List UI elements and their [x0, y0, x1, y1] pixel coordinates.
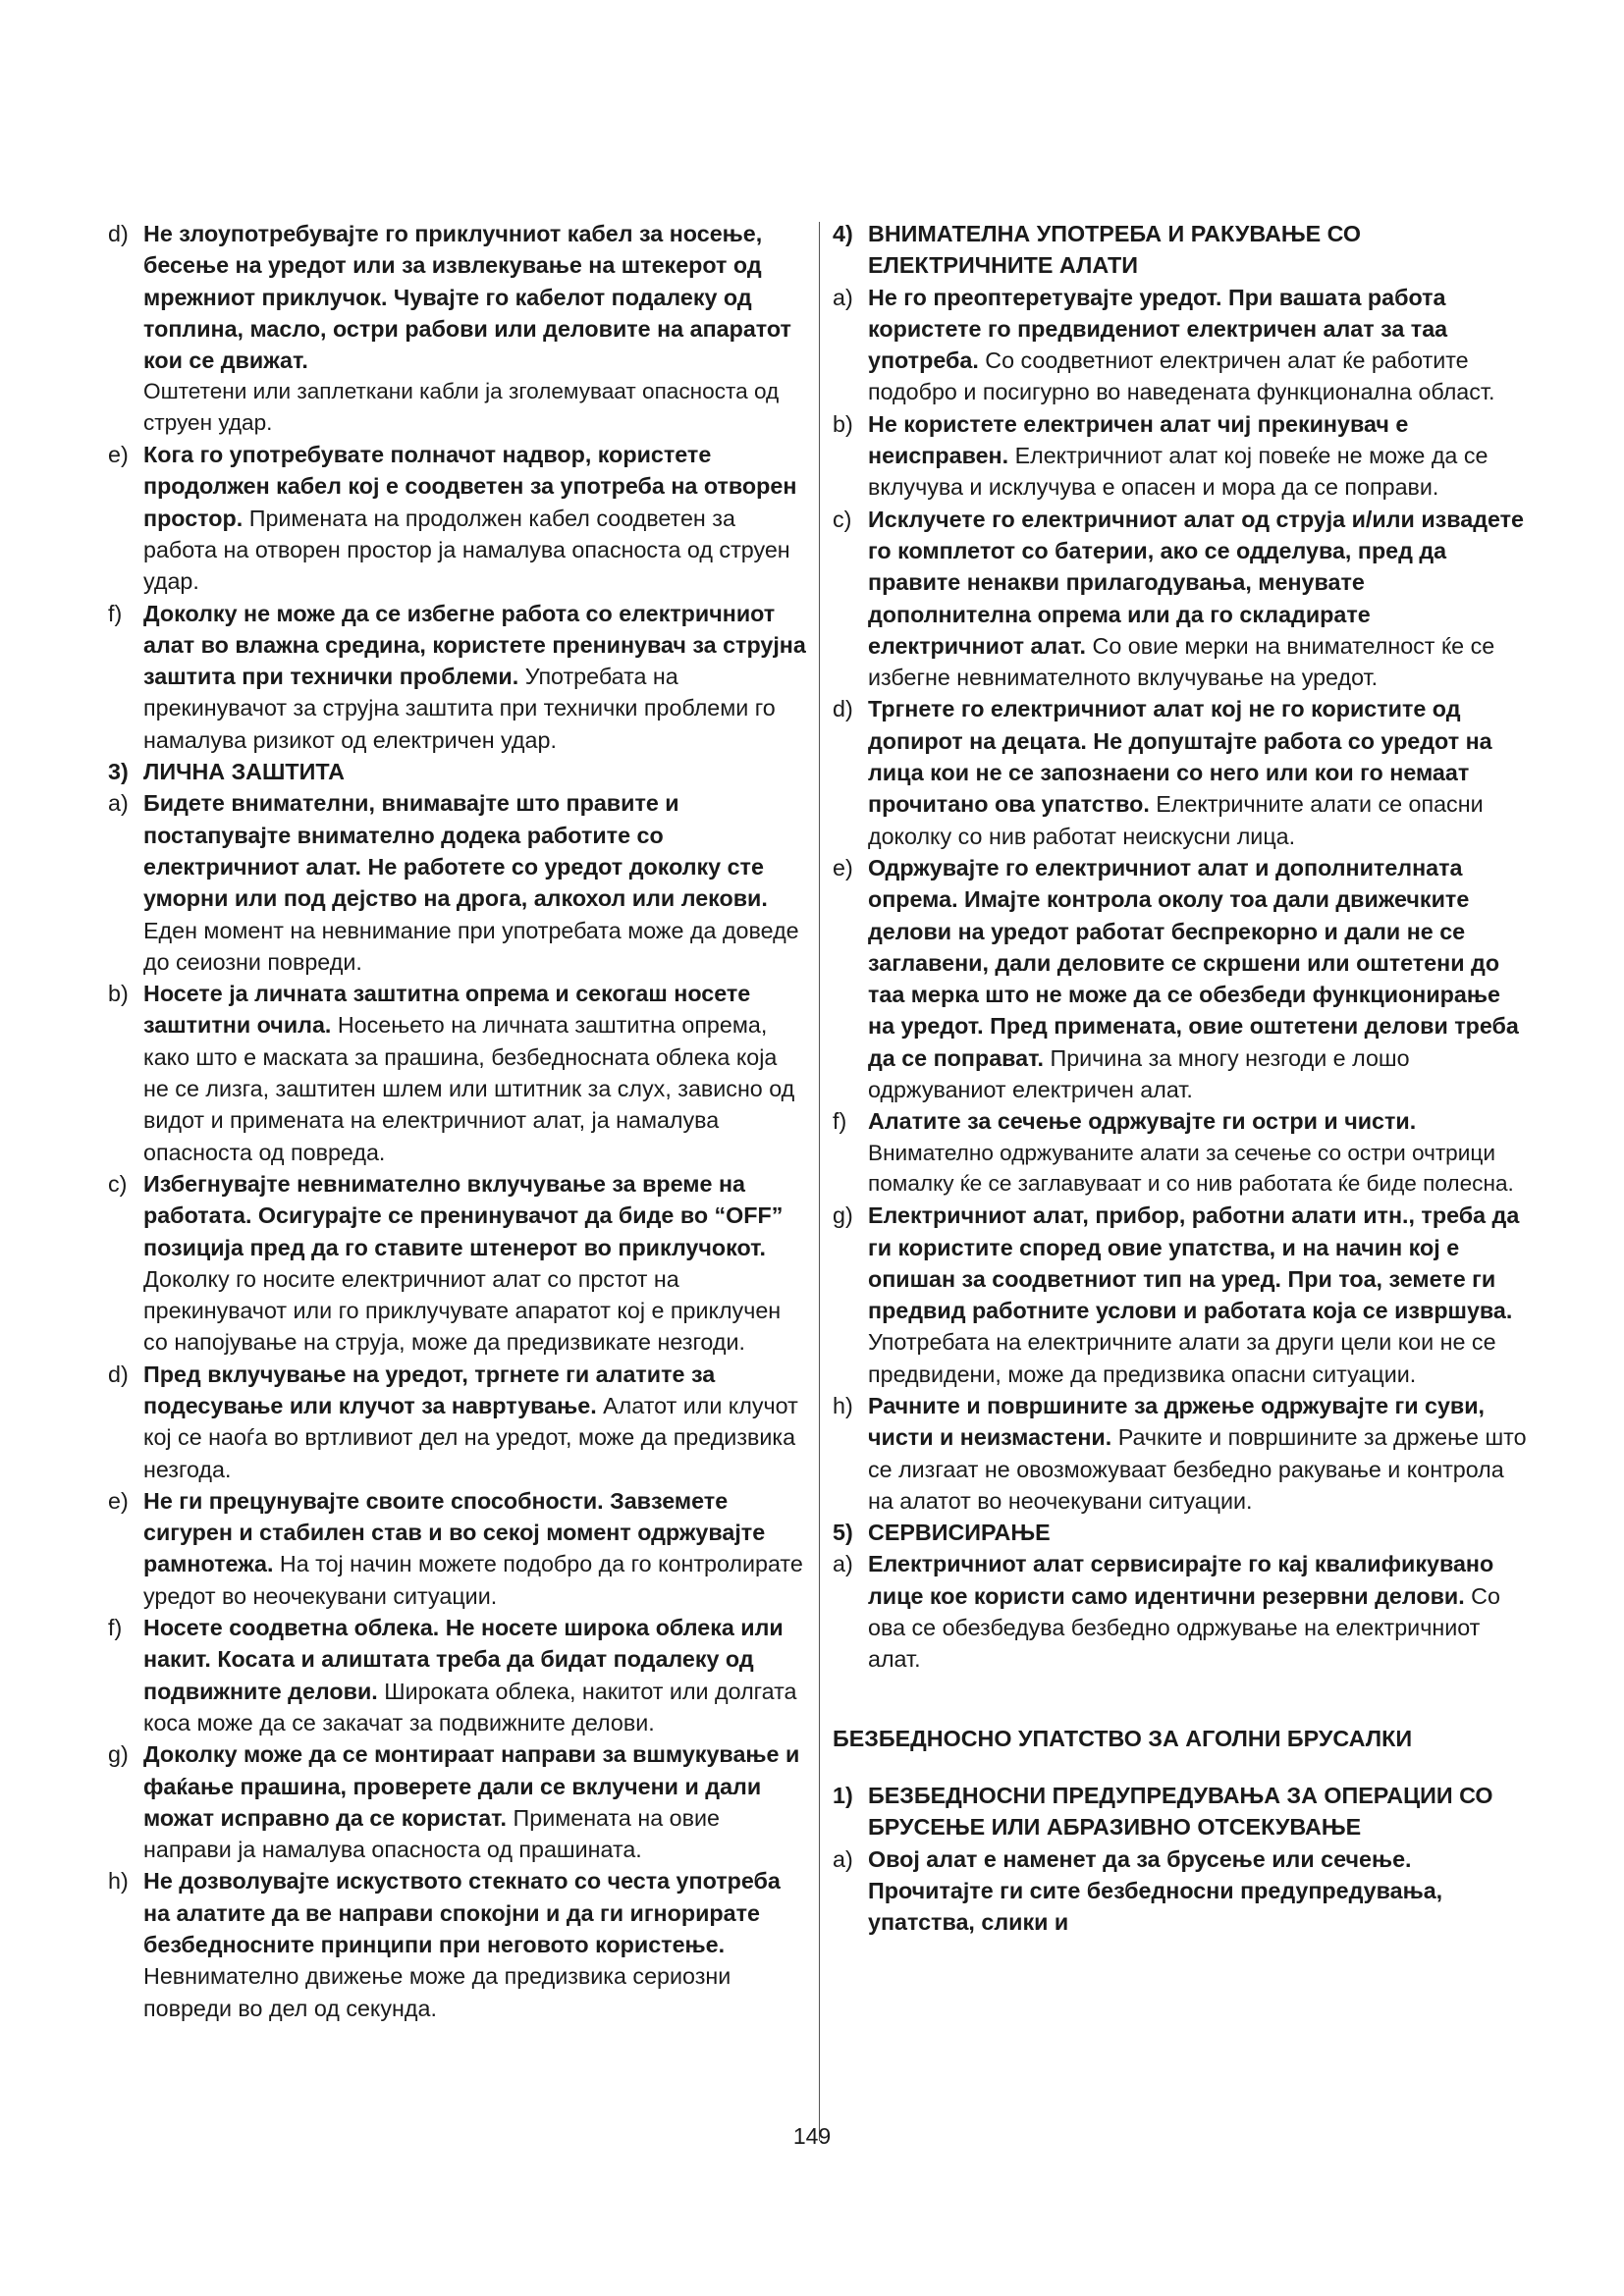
item-bold-text: Доколку не може да се избегне работа со електричниот алат во влажна средина, користете пренинувач за струјна заштита при технички проблеми. — [143, 600, 806, 690]
item-normal-text: Оштетени или заплеткани кабли ја зголемуваат опасноста од струен удар. — [143, 379, 780, 436]
left-column — [108, 218, 807, 2024]
item-bold-text: Електричниот алат сервисирајте го кај квалификувано лице кое користи само идентични резервни делови. — [868, 1551, 1494, 1609]
item-label: f) — [108, 600, 123, 626]
item-label: a) — [833, 1845, 853, 1872]
item-bold-text: Рачните и површините за држење одржувајте ги суви, чисти и неизмастени. — [868, 1392, 1486, 1451]
section-title: БЕЗБЕДНОСНИ ПРЕДУПРЕДУВАЊА ЗА ОПЕРАЦИИ СО БРУСЕЊЕ ИЛИ АБРАЗИВНО ОТСЕКУВАЊЕ — [868, 1782, 1493, 1841]
item-normal-text: Употребата на прекинувачот за струјна заштита при технички проблеми го намалува ризикот од електричен удар. — [143, 664, 776, 753]
list-item — [833, 1105, 1532, 1200]
list-item — [108, 787, 807, 978]
list-item — [108, 1485, 807, 1612]
item-label: e) — [108, 1487, 129, 1514]
item-label: c) — [108, 1170, 128, 1197]
item-normal-text: Рачките и површините за држење што се лизгаат не овозможуваат безбедно ракување и контрола на алатот во неочекувани ситуации. — [868, 1424, 1527, 1514]
list-item — [833, 408, 1532, 504]
section-title: ЛИЧНА ЗАШТИТА — [143, 759, 345, 785]
section-title: СЕРВИСИРАЊЕ — [868, 1520, 1051, 1546]
list-item — [108, 218, 807, 439]
list-item — [833, 504, 1532, 694]
item-label: h) — [833, 1392, 853, 1418]
item-normal-text: Употребата на електричните алати за други цели кои не се предвидени, може да предизвика опасни ситуации. — [868, 1329, 1496, 1387]
section-heading — [833, 1517, 1532, 1548]
list-item — [833, 282, 1532, 408]
item-label: f) — [833, 1108, 847, 1135]
list-item — [833, 1200, 1532, 1390]
item-bold-text: Овој алат е наменет да за брусење или сечење. Прочитајте ги сите безбедносни предупредувања, упатства, слики и — [868, 1845, 1443, 1936]
item-bold-text: Не ги прецунувајте своите способности. Завземете сигурен и стабилен став и во секој момент одржувајте рамнотежа. — [143, 1487, 766, 1577]
item-normal-text: Доколку го носите електричниот алат со прстот на прекинувачот или го приклучувате апаратот кој е приклучен со напојување на струја, може да предизвикате незгоди. — [143, 1265, 782, 1356]
item-normal-text: Невнимателно движење може да предизвика сериозни повреди во дел од секунда. — [143, 1963, 731, 2021]
list-item — [108, 1359, 807, 1485]
list-item — [833, 693, 1532, 851]
item-label: e) — [108, 442, 129, 468]
item-bold-text: Не го преоптеретувајте уредот. При вашата работа користете го предвидениот електричен алат за таа употреба. — [868, 284, 1448, 374]
item-bold-text: Не злоупотребувајте го приклучниот кабел за носење, бесење на уредот или за извлекување на штекерот од мрежниот приклучок. Чувајте го кабелот подалеку од топлина, масло, остри рабови или деловите на апаратот кои се движат. — [143, 221, 791, 374]
list-item — [108, 1168, 807, 1359]
list-item — [833, 1548, 1532, 1675]
item-label: b) — [833, 410, 853, 437]
item-normal-text: Носењето на личната заштитна опрема, како што е маската за прашина, безбедносната облека која не се лизга, заштитен шлем или штитник за слух, зависно од видот и примената на електричниот алат, ја намалува опасноста од повреда. — [143, 1012, 795, 1165]
item-label: h) — [108, 1868, 129, 1895]
item-normal-text: Со соодветниот електричен алат ќе работите подобро и посигурно во наведената функционална област. — [868, 347, 1495, 405]
section-title: ВНИМАТЕЛНА УПОТРЕБА И РАКУВАЊЕ СО ЕЛЕКТРИЧНИТЕ АЛАТИ — [868, 221, 1361, 279]
item-label: d) — [833, 696, 853, 722]
item-label: d) — [108, 1361, 129, 1387]
list-item — [108, 1738, 807, 1865]
list-item — [108, 1865, 807, 2023]
right-column — [833, 218, 1532, 1938]
item-normal-text: Електричниот алат кој повеќе не може да се вклучува и исклучува е опасен и мора да се поправи. — [868, 443, 1489, 501]
item-label: a) — [833, 1551, 853, 1577]
list-item — [833, 1390, 1532, 1517]
item-bold-text: Исклучете го електричниот алат од струја и/или извадете го комплетот со батерии, ако се одделува, пред да правите ненакви прилагодувања, менувате дополнителна опрема или да го складирате електричниот алат. — [868, 506, 1524, 659]
page-number: 149 — [792, 2123, 832, 2149]
item-bold-text: Носете ја личната заштитна опрема и секогаш носете заштитни очила. — [143, 981, 751, 1039]
item-bold-text: Кога го употребувате полначот надвор, користете продолжен кабел кој е соодветен за употреба на отворен простор. — [143, 442, 797, 531]
item-bold-text: Тргнете го електричниот алат кој не го користите од допирот на децата. Не допуштајте работа со уредот на лица кои не се запознаени со него или кои го немаат прочитано ова упатство. — [868, 696, 1492, 818]
item-bold-text: Електричниот алат, прибор, работни алати итн., треба да ги користите според овие упатства, и на начин кој е опишан за соодветниот тип на уред. При тоа, земете ги предвид работните услови и работата која се извршува. — [868, 1202, 1520, 1324]
section-number: 3) — [108, 759, 129, 785]
list-item — [833, 1843, 1532, 1939]
item-label: b) — [108, 981, 129, 1007]
item-bold-text: Не користете електричен алат чиј прекинувач е неисправен. — [868, 410, 1409, 469]
item-bold-text: Одржувајте го електричниот алат и дополнителната опрема. Имајте контрола околу тоа дали движечките делови на уредот работат беспрекорно и дали не се заглавени, дали деловите се скршени или оштетени до таа мерка што не може да се обезбеди функционирање на уредот. Пред примената, овие оштетени делови треба да се поправат. — [868, 854, 1519, 1071]
item-label: a) — [833, 284, 853, 310]
item-bold-text: Пред вклучување на уредот, тргнете ги алатите за подесување или клучот за навртување. — [143, 1361, 716, 1418]
item-normal-text: Примената на овие направи ја намалува опасноста од прашината. — [143, 1804, 720, 1863]
item-normal-text: Алатот или клучот кој се наоѓа во вртливиот дел на уредот, може да предизвика незгода. — [143, 1392, 798, 1482]
item-normal-text: Еден момент на невнимание при употребата може да доведе до сеиозни повреди. — [143, 917, 799, 975]
item-normal-text: Внимателно одржуваните алати за сечење со остри очтрици помалку ќе се заглавуваат и со нив работата ќе биде полесна. — [868, 1140, 1514, 1197]
section-number: 1) — [833, 1782, 853, 1808]
column-divider — [819, 222, 820, 2141]
item-normal-text: На тој начин можете подобро да го контролирате уредот во неочекувани ситуации. — [143, 1551, 803, 1609]
item-normal-text: Електричните алати се опасни доколку со нив работат неискусни лица. — [868, 791, 1484, 849]
item-bold-text: Доколку може да се монтираат направи за вшмукување и фаќање прашина, проверете дали се вклучени и дали можат исправно да се користат. — [143, 1741, 800, 1831]
item-label: a) — [108, 790, 129, 817]
main-heading: БЕЗБЕДНОСНО УПАТСТВО ЗА АГОЛНИ БРУСАЛКИ — [833, 1725, 1413, 1751]
item-label: g) — [108, 1741, 129, 1768]
item-label: e) — [833, 854, 853, 881]
item-label: g) — [833, 1202, 853, 1229]
item-normal-text: Широката облека, накитот или долгата коса може да се закачат за подвижните делови. — [143, 1678, 797, 1735]
section-heading — [833, 1780, 1532, 1843]
list-item — [108, 978, 807, 1168]
section-heading — [108, 756, 807, 787]
item-label: c) — [833, 506, 852, 532]
item-normal-text: Со овие мерки на внимателност ќе се избегне невнимателното вклучување на уредот. — [868, 632, 1495, 691]
section-number: 5) — [833, 1520, 853, 1546]
item-bold-text: Алатите за сечење одржувајте ги остри и чисти. — [868, 1108, 1417, 1135]
item-bold-text: Бидете внимателни, внимавајте што правите и постапувајте внимателно додека работите со електричниот алат. Не работете со уредот доколку сте уморни или под дејство на дрога, алкохол или лекови. — [143, 790, 768, 912]
item-label: d) — [108, 221, 129, 246]
item-normal-text: Примената на продолжен кабел соодветен за работа на отворен простор ја намалува опасноста од струен удар. — [143, 505, 790, 595]
list-item — [108, 1612, 807, 1738]
section-heading — [833, 218, 1532, 282]
item-normal-text: Причина за многу незгоди е лошо одржуваниот електричен алат. — [868, 1044, 1410, 1103]
item-label: f) — [108, 1615, 123, 1641]
list-item — [108, 439, 807, 597]
section-number: 4) — [833, 221, 853, 246]
item-bold-text: Избегнувајте невнимателно вклучување за време на работата. Осигурајте се пренинувачот да биде во “OFF” позиција пред да го ставите штенерот во приклучокот. — [143, 1170, 784, 1260]
list-item — [108, 598, 807, 756]
item-normal-text: Со ова се обезбедува безбедно одржување на електричниот алат. — [868, 1582, 1500, 1673]
item-bold-text: Носете соодветна облека. Не носете широка облека или накит. Косата и алиштата треба да бидат подалеку од подвижните делови. — [143, 1615, 784, 1704]
item-bold-text: Не дозволувајте искуството стекнато со честа употреба на алатите да ве направи спокојни и да ги игнорирате безбедносните принципи при неговото користење. — [143, 1868, 781, 1958]
list-item — [833, 852, 1532, 1105]
